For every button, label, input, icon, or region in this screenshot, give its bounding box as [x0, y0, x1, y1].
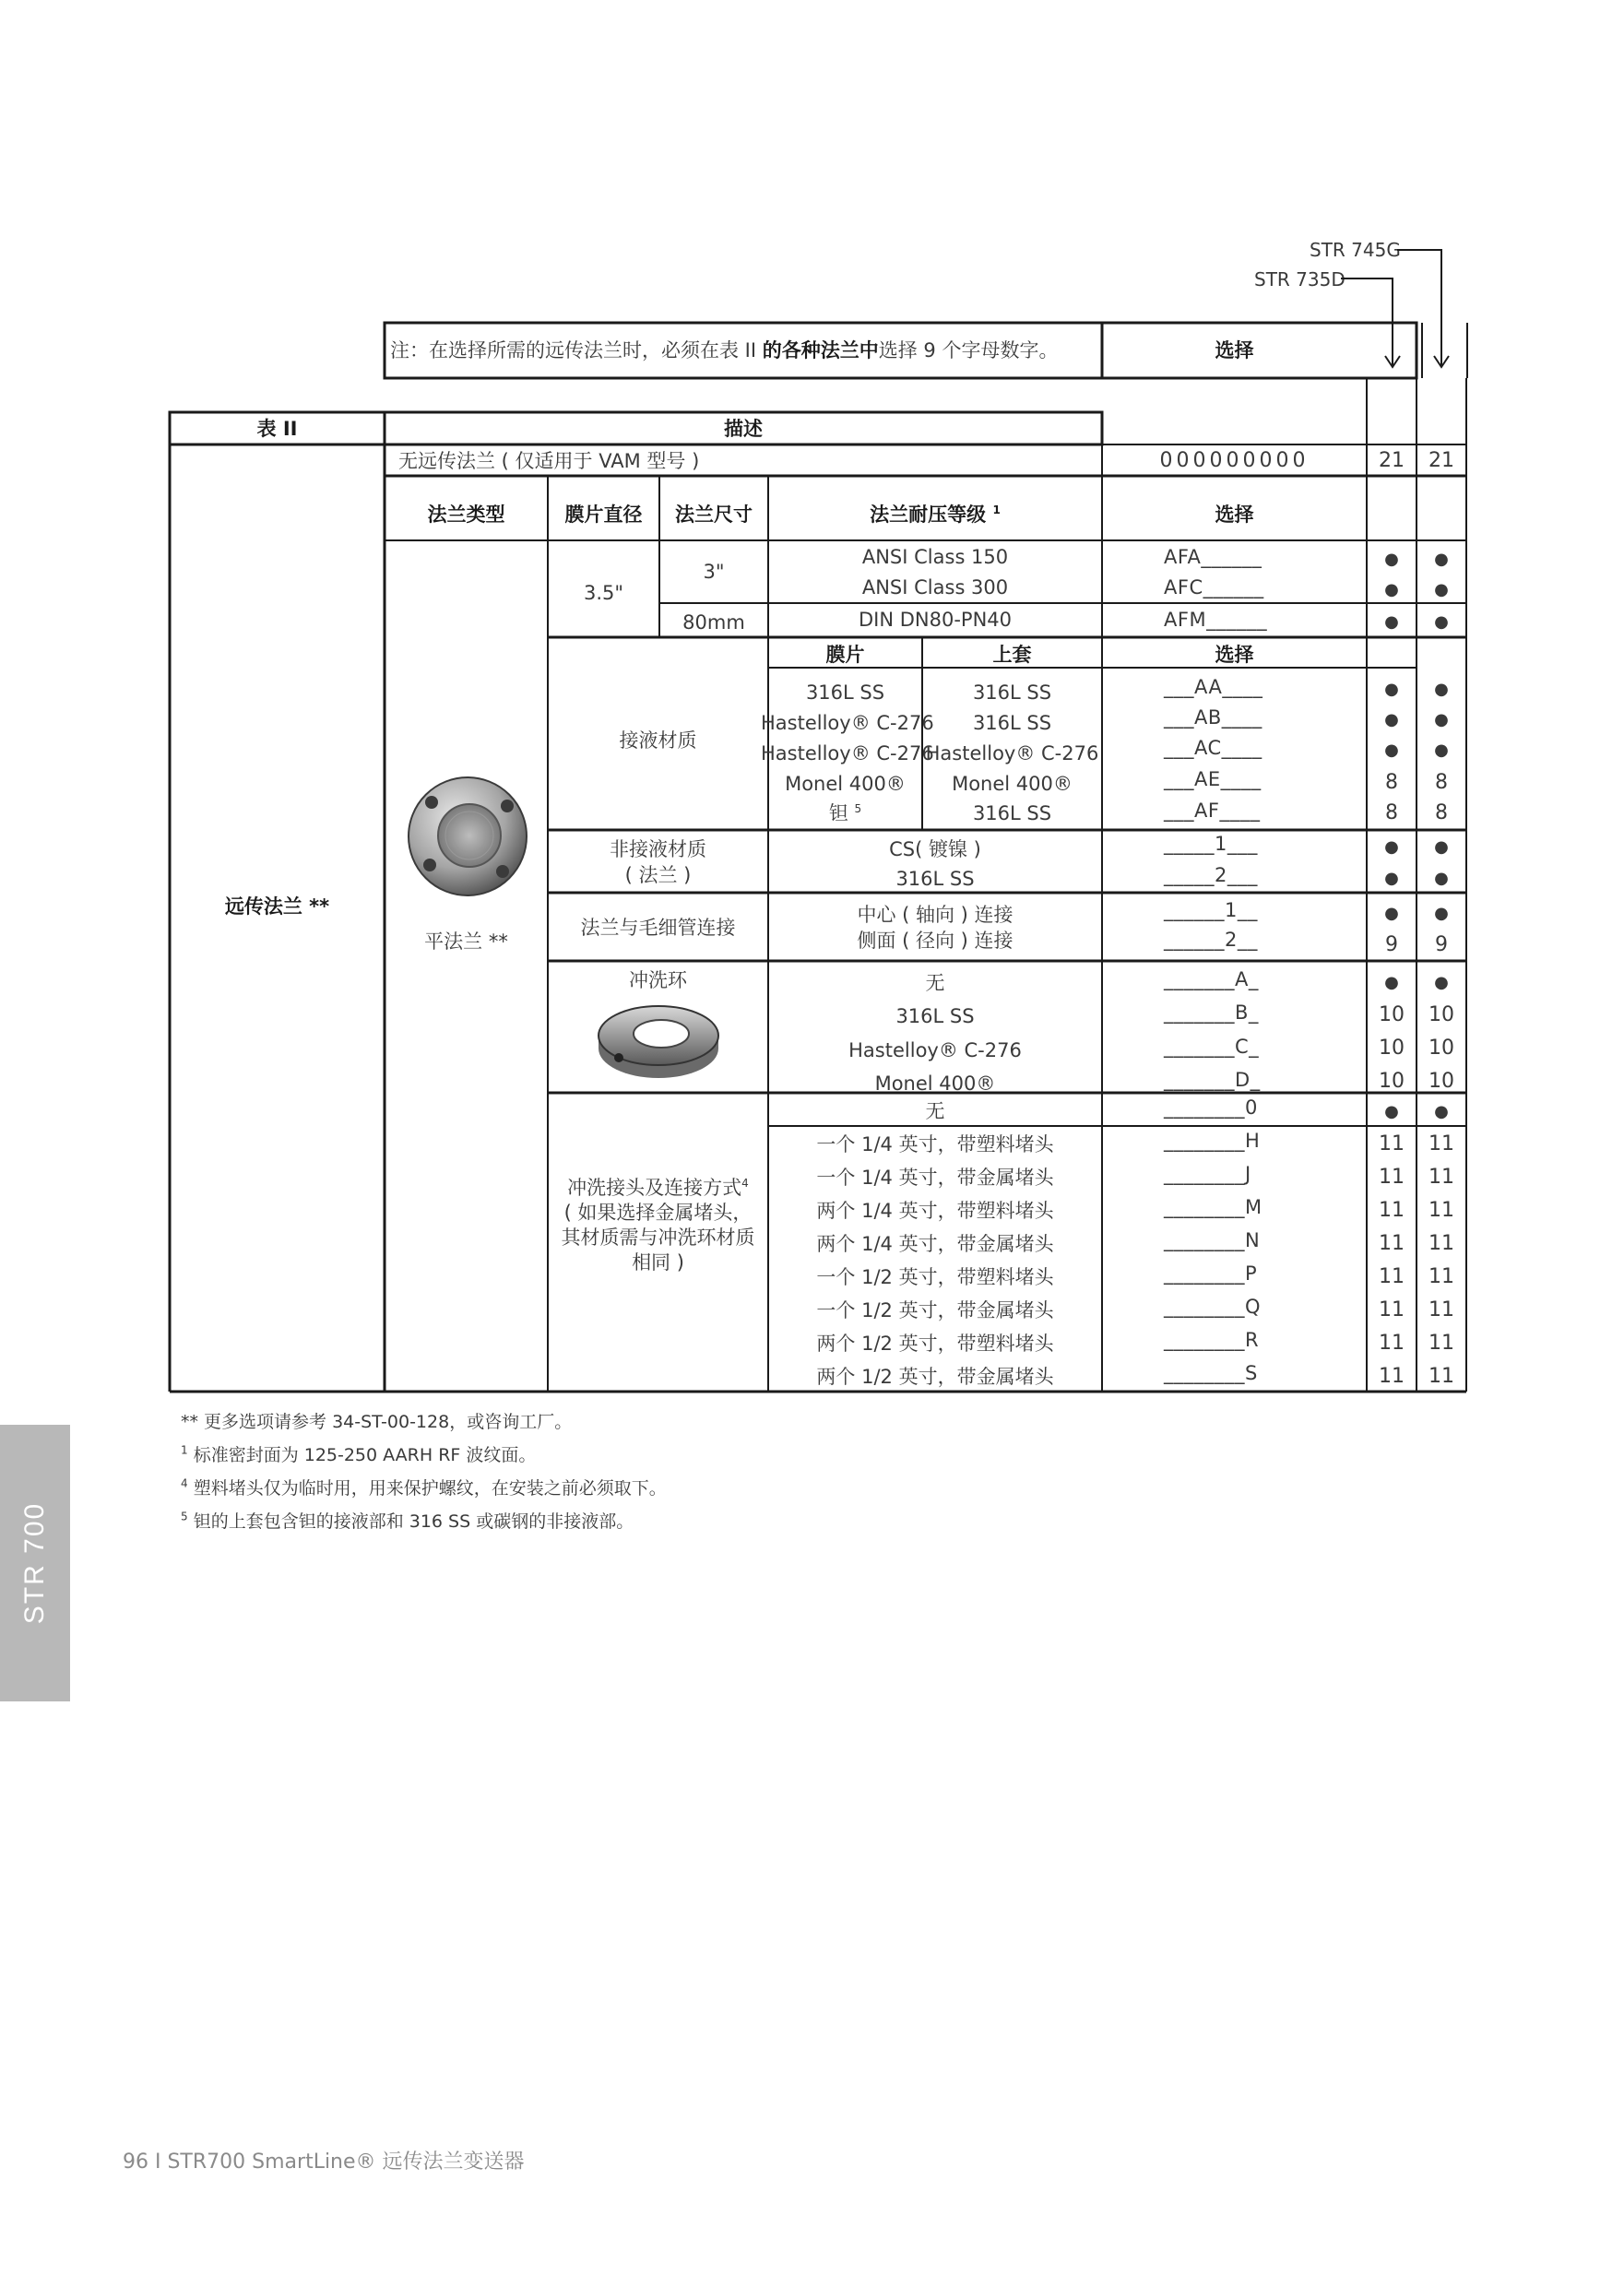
tantalum-text: 钽 [828, 802, 848, 824]
footnote [181, 1411, 572, 1433]
wetted-ring: 316L SS [972, 712, 1052, 734]
non-wetted-material: 316L SS [895, 868, 975, 890]
flush-ring-code: _______D_ [1164, 1069, 1261, 1091]
wetted-code: ___AC____ [1164, 737, 1262, 759]
footnote-text: 更多选项请参考 34-ST-00-128，或咨询工厂。 [204, 1412, 573, 1432]
availability-mark: 10 [1379, 1070, 1405, 1093]
footnote-text: 标准密封面为 125-250 AARH RF 波纹面。 [193, 1445, 537, 1465]
availability-mark: ● [1384, 580, 1399, 599]
flush-conn-desc: 两个 1/2 英寸，带塑料堵头 [816, 1333, 1054, 1355]
availability-mark: 11 [1428, 1332, 1454, 1355]
side-tab-label: STR 700 [19, 1501, 50, 1625]
availability-mark: 11 [1428, 1232, 1454, 1255]
capillary-type: 中心 ( 轴向 ) 连接 [857, 904, 1014, 926]
wetted-select-header: 选择 [1215, 644, 1254, 666]
flush-ring-material: 316L SS [895, 1005, 975, 1027]
wetted-code: ___AF____ [1164, 800, 1261, 822]
no-flange-col1: 21 [1379, 449, 1405, 472]
availability-mark: 10 [1428, 1070, 1454, 1093]
wetted-diaphragm-header: 膜片 [825, 644, 865, 666]
availability-mark: ● [1384, 710, 1399, 729]
note-select-label: 选择 [1215, 339, 1254, 361]
availability-mark: 10 [1428, 1003, 1454, 1026]
availability-mark: 11 [1379, 1132, 1405, 1155]
availability-mark: 8 [1435, 771, 1448, 794]
availability-mark: 8 [1385, 771, 1398, 794]
wetted-code: ___AB____ [1164, 706, 1262, 729]
availability-mark: ● [1434, 710, 1449, 729]
availability-mark: 11 [1428, 1166, 1454, 1189]
flush-conn-label-4: 相同 ) [632, 1251, 684, 1274]
wetted-ring: 316L SS [972, 802, 1052, 824]
flush-conn-label-1 [548, 1176, 768, 1200]
flush-ring-image [595, 1001, 722, 1082]
availability-mark: ● [1434, 904, 1449, 923]
flange-type-header: 法兰类型 [427, 504, 505, 526]
flush-conn-code: ________N [1164, 1229, 1261, 1251]
flush-conn-label-text: 冲洗接头及连接方式 [567, 1177, 742, 1199]
flat-flange-label: 平法兰 ** [424, 930, 508, 953]
no-flange-code: 000000000 [1159, 449, 1310, 472]
availability-mark: ● [1434, 612, 1449, 632]
page-footer: 96 I STR700 SmartLine® 远传法兰变送器 [123, 2151, 525, 2174]
flush-conn-code: ________0 [1164, 1096, 1258, 1119]
flush-conn-code: ________P [1164, 1262, 1258, 1285]
availability-mark: ● [1384, 612, 1399, 632]
availability-mark: 11 [1379, 1332, 1405, 1355]
availability-mark: ● [1434, 869, 1449, 888]
footnote-mark: ** [181, 1412, 198, 1432]
availability-mark: 9 [1385, 933, 1398, 956]
flush-ring-label: 冲洗环 [629, 969, 687, 991]
flat-flange-image [406, 775, 530, 899]
availability-mark: ● [1384, 973, 1399, 992]
wetted-label: 接液材质 [619, 729, 697, 752]
code-afc: AFC______ [1164, 576, 1264, 598]
availability-mark: ● [1384, 837, 1399, 857]
availability-mark: 11 [1428, 1199, 1454, 1222]
availability-mark: ● [1384, 550, 1399, 569]
availability-mark: ● [1384, 869, 1399, 888]
availability-mark: 11 [1428, 1365, 1454, 1388]
availability-mark: 11 [1428, 1265, 1454, 1288]
availability-mark: ● [1434, 580, 1449, 599]
availability-mark: ● [1384, 904, 1399, 923]
wetted-ring-header: 上套 [992, 644, 1032, 666]
footnote [181, 1511, 634, 1533]
flush-conn-desc: 一个 1/2 英寸，带金属堵头 [816, 1299, 1054, 1321]
pressure-class-row: DIN DN80-PN40 [858, 609, 1013, 631]
flush-conn-label-2: ( 如果选择金属堵头， [563, 1202, 753, 1224]
availability-mark: 11 [1379, 1166, 1405, 1189]
wetted-diaphragm: 316L SS [805, 681, 885, 704]
availability-mark: 11 [1428, 1132, 1454, 1155]
note-text [390, 338, 1058, 362]
flush-conn-sup: 4 [741, 1177, 749, 1190]
flange-size-header: 法兰尺寸 [675, 504, 753, 526]
availability-mark: 10 [1379, 1037, 1405, 1060]
availability-mark: ● [1384, 741, 1399, 760]
wetted-code: ___AE____ [1164, 768, 1262, 790]
no-flange-label: 无远传法兰 ( 仅适用于 VAM 型号 ) [398, 450, 700, 472]
flush-conn-desc: 两个 1/4 英寸，带金属堵头 [816, 1233, 1054, 1255]
flush-conn-desc: 两个 1/4 英寸，带塑料堵头 [816, 1200, 1054, 1222]
non-wetted-material: CS( 镀镍 ) [889, 838, 981, 860]
flush-ring-material: 无 [925, 972, 945, 994]
availability-mark: 11 [1379, 1365, 1405, 1388]
availability-mark: 11 [1379, 1199, 1405, 1222]
wetted-ring: Hastelloy® C-276 [925, 742, 1099, 764]
flush-conn-desc: 一个 1/4 英寸，带金属堵头 [816, 1167, 1054, 1189]
flush-conn-desc: 两个 1/2 英寸，带金属堵头 [816, 1366, 1054, 1388]
availability-mark: ● [1384, 1102, 1399, 1121]
flange-size-3in: 3" [703, 561, 725, 583]
model-label-str745g: STR 745G [1310, 239, 1401, 261]
note-prefix: 注：在选择所需的远传法兰时，必须在表 II [390, 339, 763, 361]
flush-ring-code: _______A_ [1164, 968, 1259, 990]
wetted-diaphragm: Hastelloy® C-276 [761, 712, 934, 734]
flange-size-80mm: 80mm [682, 611, 745, 634]
wetted-ring: 316L SS [972, 681, 1052, 704]
availability-mark: 11 [1379, 1265, 1405, 1288]
availability-mark: 8 [1435, 801, 1448, 824]
capillary-label: 法兰与毛细管连接 [580, 917, 736, 939]
model-label-str735d: STR 735D [1254, 268, 1345, 290]
availability-mark: ● [1434, 1102, 1449, 1121]
wetted-ring: Monel 400® [952, 773, 1073, 795]
flush-conn-code: ________H [1164, 1130, 1261, 1152]
flush-conn-desc: 无 [925, 1100, 945, 1122]
capillary-type: 侧面 ( 径向 ) 连接 [857, 930, 1014, 952]
availability-mark: ● [1434, 837, 1449, 857]
flush-conn-label-3: 其材质需与冲洗环材质 [561, 1226, 755, 1249]
wetted-diaphragm: Hastelloy® C-276 [761, 742, 934, 764]
diaphragm-diameter: 3.5" [583, 582, 624, 604]
code-afm: AFM______ [1164, 609, 1268, 631]
availability-mark: ● [1434, 741, 1449, 760]
availability-mark: 8 [1385, 801, 1398, 824]
flush-ring-code: _______B_ [1164, 1001, 1259, 1024]
footnote-mark: 4 [181, 1476, 188, 1490]
footnote-text: 塑料堵头仅为临时用，用来保护螺纹，在安装之前必须取下。 [193, 1478, 667, 1499]
flush-conn-code: ________S [1164, 1362, 1258, 1384]
availability-mark: 9 [1435, 933, 1448, 956]
note-bold: 的各种法兰中 [762, 339, 879, 361]
availability-mark: ● [1434, 680, 1449, 699]
wetted-diaphragm: Monel 400® [785, 773, 906, 795]
non-wetted-code: _____2___ [1164, 864, 1258, 886]
flush-ring-code: _______C_ [1164, 1036, 1260, 1058]
code-afa: AFA______ [1164, 546, 1262, 568]
capillary-code: ______2__ [1164, 929, 1258, 951]
footnote-mark: 1 [181, 1443, 188, 1457]
pressure-class-text: 法兰耐压等级 [870, 504, 987, 526]
availability-mark: 11 [1428, 1298, 1454, 1321]
footnote [181, 1477, 667, 1499]
flush-conn-desc: 一个 1/2 英寸，带塑料堵头 [816, 1266, 1054, 1288]
availability-mark: 10 [1379, 1003, 1405, 1026]
note-suffix: 选择 9 个字母数字。 [878, 339, 1059, 361]
availability-mark: 11 [1379, 1298, 1405, 1321]
footnote-text: 钽的上套包含钽的接液部和 316 SS 或碳钢的非接液部。 [193, 1511, 634, 1532]
side-tab [0, 1425, 70, 1701]
flush-conn-code: ________M [1164, 1196, 1262, 1218]
availability-mark: ● [1434, 973, 1449, 992]
availability-mark: 10 [1428, 1037, 1454, 1060]
select-header: 选择 [1215, 504, 1254, 526]
non-wetted-label-2: ( 法兰 ) [624, 864, 692, 886]
description-label: 描述 [724, 418, 763, 440]
footnote [181, 1444, 536, 1466]
tantalum-sup: 5 [854, 802, 862, 815]
diaphragm-dia-header: 膜片直径 [564, 504, 643, 526]
remote-flange-label: 远传法兰 ** [224, 895, 330, 918]
availability-mark: ● [1434, 550, 1449, 569]
table-label: 表 II [256, 418, 298, 440]
capillary-code: ______1__ [1164, 899, 1258, 921]
pressure-class-row: ANSI Class 150 [861, 546, 1009, 568]
wetted-diaphragm-tantalum [768, 801, 922, 825]
pressure-class-sup: 1 [992, 504, 1001, 516]
non-wetted-code: _____1___ [1164, 833, 1258, 855]
flush-conn-code: ________R [1164, 1329, 1260, 1351]
footnote-mark: 5 [181, 1510, 188, 1523]
availability-mark: 11 [1379, 1232, 1405, 1255]
pressure-class-row: ANSI Class 300 [861, 576, 1009, 598]
flush-conn-desc: 一个 1/4 英寸，带塑料堵头 [816, 1133, 1054, 1155]
flush-conn-code: ________J [1164, 1163, 1251, 1185]
flush-ring-material: Monel 400® [874, 1072, 996, 1095]
non-wetted-label-1: 非接液材质 [610, 838, 706, 860]
availability-mark: ● [1384, 680, 1399, 699]
wetted-code: ___AA____ [1164, 676, 1263, 698]
pressure-class-header [768, 503, 1102, 527]
flush-conn-code: ________Q [1164, 1296, 1262, 1318]
no-flange-col2: 21 [1428, 449, 1454, 472]
flush-ring-material: Hastelloy® C-276 [848, 1039, 1022, 1061]
